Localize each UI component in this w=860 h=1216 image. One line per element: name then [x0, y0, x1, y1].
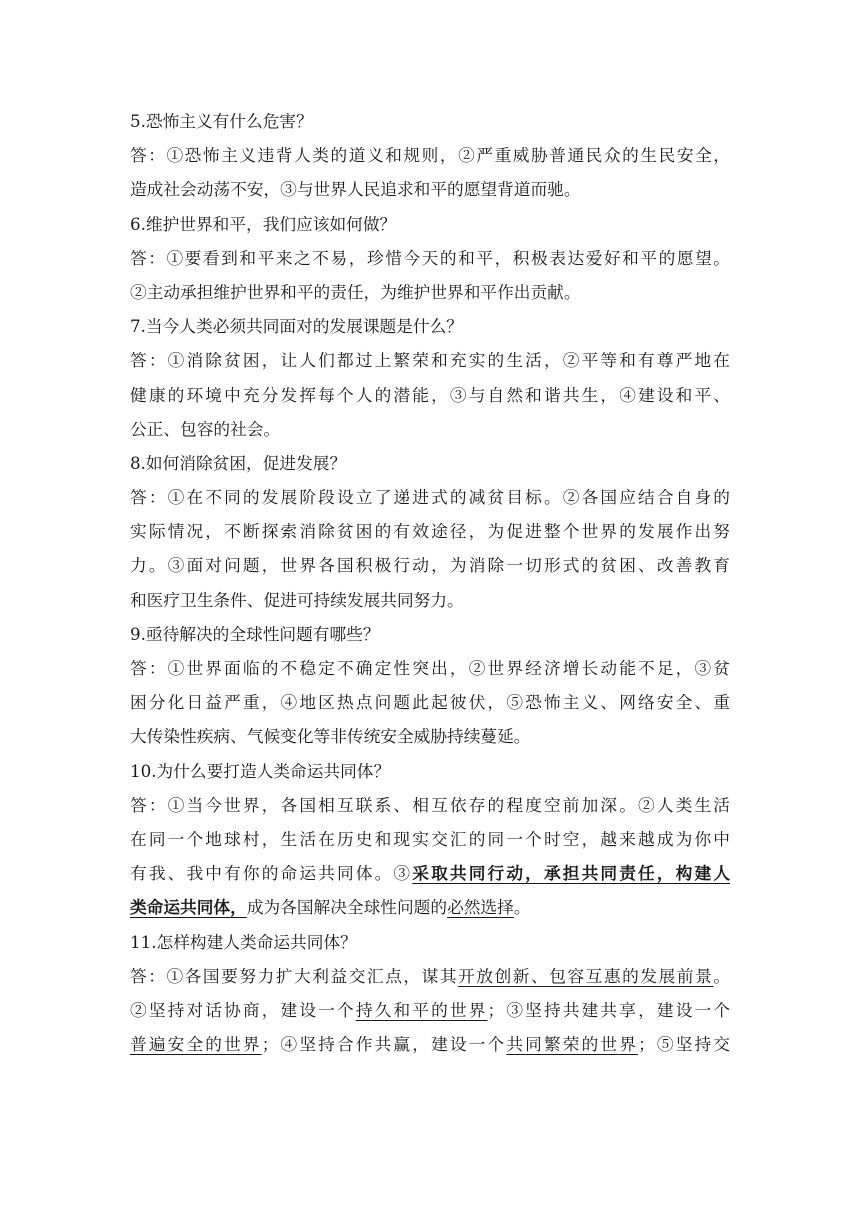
text-line: [130, 412, 730, 446]
text-line: [130, 138, 730, 172]
text-segment: 答：①消除贫困，让人们都过上繁荣和充实的生活，②平等和有尊严地在: [130, 350, 730, 371]
text-segment: 5.恐怖主义有什么危害？: [130, 111, 313, 131]
text-line: [130, 309, 730, 343]
text-line: [130, 719, 730, 753]
text-segment: 6.维护世界和平，我们应该如何做？: [130, 213, 397, 234]
text-line: [130, 651, 730, 685]
text-line: [130, 856, 730, 890]
text-line: [130, 104, 730, 138]
text-line: [130, 446, 730, 480]
text-line: [130, 343, 730, 377]
emphasized-text: 共同繁荣的世界: [506, 1034, 639, 1055]
text-line: [130, 275, 730, 309]
text-segment: 答：①世界面临的不稳定不确定性突出，②世界经济增长动能不足，③贫: [130, 658, 730, 678]
text-segment: 。: [513, 897, 531, 918]
emphasized-text: 开放创新、包容互惠的发展前景: [458, 965, 714, 986]
emphasized-text: 必然选择: [447, 897, 514, 918]
text-line: [130, 617, 730, 651]
emphasized-text: 类命运共同体，: [130, 897, 247, 918]
text-line: [130, 993, 730, 1027]
text-segment: 实际情况，不断探索消除贫困的有效途径，为促进整个世界的发展作出努: [130, 521, 730, 542]
text-line: [130, 378, 730, 412]
text-segment: 答：①各国要努力扩大利益交汇点，谋其: [130, 965, 459, 986]
text-line: [130, 925, 730, 959]
text-segment: 成为各国解决全球性问题的: [246, 897, 448, 918]
text-line: [130, 822, 730, 856]
text-segment: 7.当今人类必须共同面对的发展课题是什么？: [130, 316, 463, 337]
text-segment: ；⑤坚持交: [638, 1034, 731, 1055]
text-segment: 11.怎样构建人类命运共同体？: [130, 931, 357, 952]
text-segment: 10.为什么要打造人类命运共同体？: [130, 760, 391, 781]
text-line: [130, 207, 730, 241]
text-segment: 答：①恐怖主义违背人类的道义和规则，②严重威胁普通民众的生民安全，: [130, 145, 730, 166]
text-segment: 答：①在不同的发展阶段设立了递进式的减贫目标。②各国应结合自身的: [130, 487, 730, 508]
text-line: [130, 959, 730, 993]
text-line: [130, 172, 730, 206]
text-line: [130, 480, 730, 514]
text-line: [130, 241, 730, 275]
document-page: [130, 104, 730, 1061]
text-segment: 9.亟待解决的全球性问题有哪些？: [130, 623, 380, 644]
emphasized-text: 持久和平的世界: [355, 999, 488, 1020]
text-segment: 公正、包容的社会。: [130, 418, 281, 439]
text-segment: ；③坚持共建共享，建设一个: [487, 999, 731, 1020]
text-segment: ；④坚持合作共赢，建设一个: [261, 1034, 507, 1055]
text-line: [130, 1027, 730, 1061]
text-segment: ②坚持对话协商，建设一个: [130, 999, 356, 1020]
text-segment: 。: [713, 965, 731, 986]
text-segment: 答：①要看到和平来之不易，珍惜今天的和平，积极表达爱好和平的愿望。: [130, 247, 730, 268]
emphasized-text: 普遍安全的世界: [130, 1034, 262, 1055]
text-segment: 健康的环境中充分发挥每个人的潜能，③与自然和谐共生，④建设和平、: [130, 384, 730, 405]
text-line: [130, 788, 730, 822]
text-segment: 造成社会动荡不安，③与世界人民追求和平的愿望背道而驰。: [130, 179, 581, 200]
text-line: [130, 685, 730, 719]
text-segment: 答：①当今世界，各国相互联系、相互依存的程度空前加深。②人类生活: [130, 794, 730, 815]
text-line: [130, 890, 730, 924]
text-segment: ②主动承担维护世界和平的责任，为维护世界和平作出贡献。: [130, 281, 581, 302]
emphasized-text: 采取共同行动，承担共同责任，构建人: [412, 863, 731, 884]
text-line: [130, 514, 730, 548]
text-line: [130, 548, 730, 582]
text-segment: 和医疗卫生条件、促进可持续发展共同努力。: [130, 589, 464, 610]
text-segment: 大传染性疾病、气候变化等非传统安全威胁持续蔓延。: [130, 726, 531, 747]
text-line: [130, 583, 730, 617]
text-segment: 困分化日益严重，④地区热点问题此起彼伏，⑤恐怖主义、网络安全、重: [130, 692, 730, 713]
text-line: [130, 754, 730, 788]
text-segment: 在同一个地球村，生活在历史和现实交汇的同一个时空，越来越成为你中: [130, 828, 730, 849]
text-segment: 力。③面对问题，世界各国积极行动，为消除一切形式的贫困、改善教育: [130, 555, 730, 576]
text-segment: 8.如何消除贫困，促进发展？: [130, 452, 347, 473]
text-segment: 有我、我中有你的命运共同体。③: [130, 863, 413, 884]
